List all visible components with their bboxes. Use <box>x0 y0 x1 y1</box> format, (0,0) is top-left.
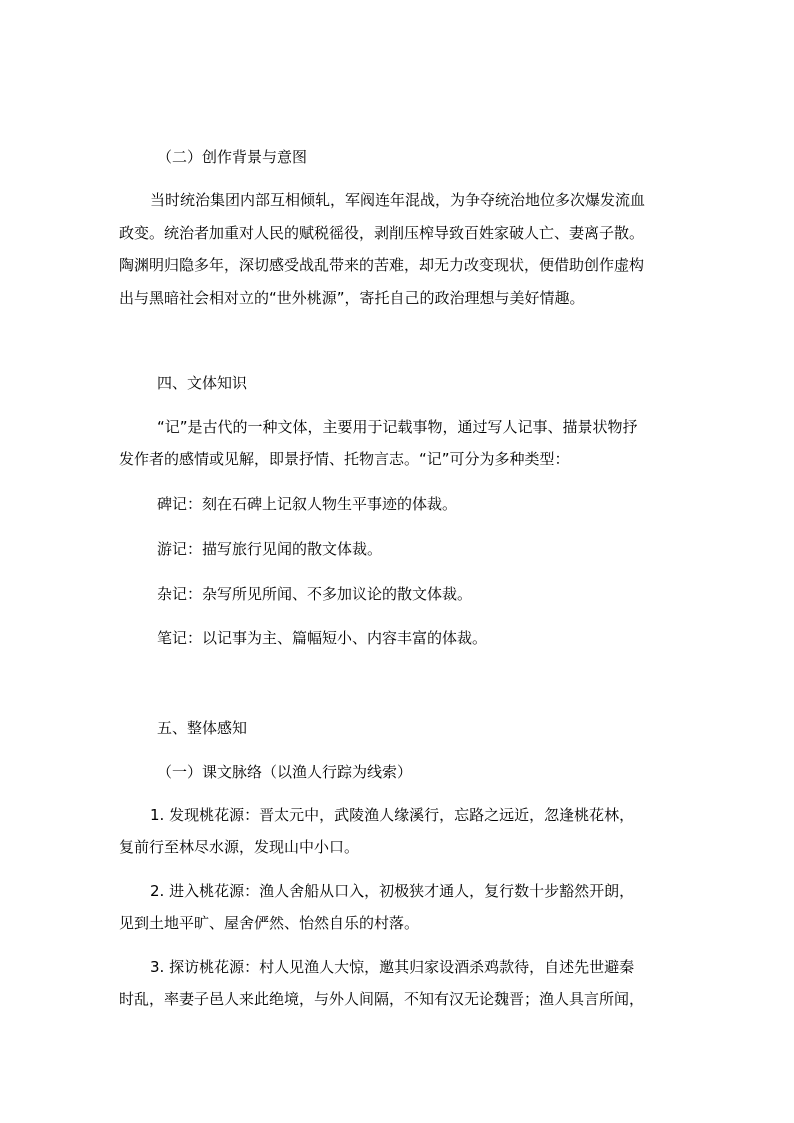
genre-type-item: 游记：描写旅行见闻的散文体裁。 <box>157 540 383 558</box>
section-heading-overview: 五、整体感知 <box>157 719 248 737</box>
paragraph-line: 陶渊明归隐多年，深切感受战乱带来的苦难，却无力改变现状，便借助创作虚构 <box>119 256 645 274</box>
outline-item-line: 1. 发现桃花源：晋太元中，武陵渔人缘溪行，忘路之远近，忽逢桃花林， <box>150 806 635 824</box>
paragraph-line: 当时统治集团内部互相倾轧，军阀连年混战，为争夺统治地位多次爆发流血 <box>150 191 646 209</box>
genre-type-item: 碑记：刻在石碑上记叙人物生平事迹的体裁。 <box>157 495 458 513</box>
paragraph-line: 政变。统治者加重对人民的赋税徭役，剥削压榨导致百姓家破人亡、妻离子散。 <box>119 224 645 242</box>
outline-item-line: 3. 探访桃花源：村人见渔人大惊，邀其归家设酒杀鸡款待，自述先世避秦 <box>150 958 635 976</box>
outline-item-line: 时乱，率妻子邑人来此绝境，与外人间隔，不知有汉无论魏晋；渔人具言所闻， <box>119 990 645 1008</box>
section-heading-genre: 四、文体知识 <box>157 374 248 392</box>
genre-type-item: 笔记：以记事为主、篇幅短小、内容丰富的体裁。 <box>157 629 488 647</box>
outline-item-line: 复前行至林尽水源，发现山中小口。 <box>119 838 360 856</box>
paragraph-line: 出与黑暗社会相对立的“世外桃源”，寄托自己的政治理想与美好情趣。 <box>119 289 585 307</box>
genre-type-item: 杂记：杂写所见所闻、不多加议论的散文体裁。 <box>157 585 473 603</box>
outline-item-line: 见到土地平旷、屋舍俨然、怡然自乐的村落。 <box>119 914 420 932</box>
paragraph-line: 发作者的感情或见解，即景抒情、托物言志。“记”可分为多种类型： <box>119 450 570 468</box>
paragraph-line: “记”是古代的一种文体，主要用于记载事物，通过写人记事、描景状物抒 <box>157 418 638 436</box>
outline-item-line: 2. 进入桃花源：渔人舍船从口入，初极狭才通人，复行数十步豁然开朗， <box>150 882 635 900</box>
subheading-outline: （一）课文脉络（以渔人行踪为线索） <box>157 763 413 781</box>
section-heading-background: （二）创作背景与意图 <box>157 148 308 166</box>
